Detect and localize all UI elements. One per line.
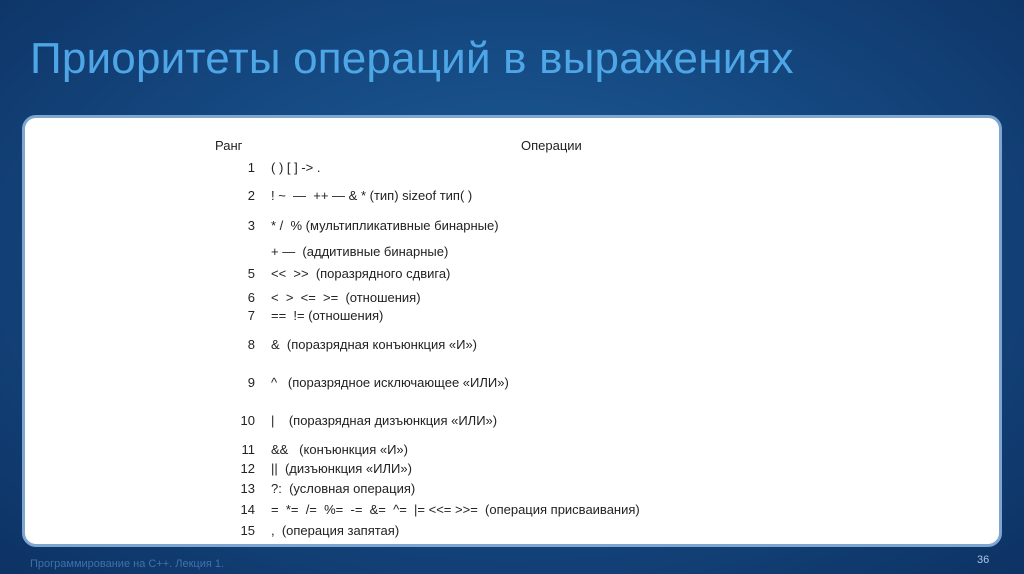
rank-column-header: Ранг	[215, 138, 243, 153]
rank-cell: 7	[247, 308, 255, 323]
rank-cell: 11	[241, 442, 255, 457]
rank-cell: 15	[240, 523, 255, 538]
ops-cell: = *= /= %= -= &= ^= |= <<= >>= (операция присваивания)	[271, 502, 640, 517]
rank-cell: 9	[247, 375, 255, 390]
ops-cell: , (операция запятая)	[271, 523, 400, 538]
ops-cell: ^ (поразрядное исключающее «ИЛИ»)	[271, 375, 509, 390]
ops-cell: * / % (мультипликативные бинарные)	[271, 218, 499, 233]
ops-cell: || (дизъюнкция «ИЛИ»)	[271, 461, 412, 476]
ops-cell: + — (аддитивные бинарные)	[271, 244, 449, 259]
slide-footer: Программирование на С++. Лекция 1.	[30, 558, 225, 570]
slide-title: Приоритеты операций в выражениях	[30, 34, 794, 83]
rank-cell: 12	[240, 461, 255, 476]
rank-cell: 1	[247, 160, 255, 175]
rank-cell: 8	[247, 337, 255, 352]
ops-cell: ?: (условная операция)	[271, 481, 416, 496]
rank-cell: 14	[240, 502, 255, 517]
slide-number: 36	[977, 554, 990, 566]
ops-cell: && (конъюнкция «И»)	[271, 442, 408, 457]
ops-cell: ( ) [ ] -> .	[271, 160, 321, 175]
ops-cell: << >> (поразрядного сдвига)	[271, 266, 451, 281]
rank-cell: 3	[247, 218, 255, 233]
operator-precedence-table	[22, 115, 1002, 547]
ops-cell: < > <= >= (отношения)	[271, 290, 421, 305]
rank-cell: 5	[247, 266, 255, 281]
ops-cell: & (поразрядная конъюнкция «И»)	[271, 337, 478, 352]
ops-cell: == != (отношения)	[271, 308, 384, 323]
ops-cell: | (поразрядная дизъюнкция «ИЛИ»)	[271, 413, 498, 428]
rank-cell: 13	[240, 481, 255, 496]
rank-cell: 6	[247, 290, 255, 305]
operations-column-header: Операции	[521, 138, 582, 153]
ops-cell: ! ~ — ++ — & * (тип) sizeof тип( )	[271, 188, 473, 203]
rank-cell: 2	[247, 188, 255, 203]
rank-cell: 10	[240, 413, 255, 428]
